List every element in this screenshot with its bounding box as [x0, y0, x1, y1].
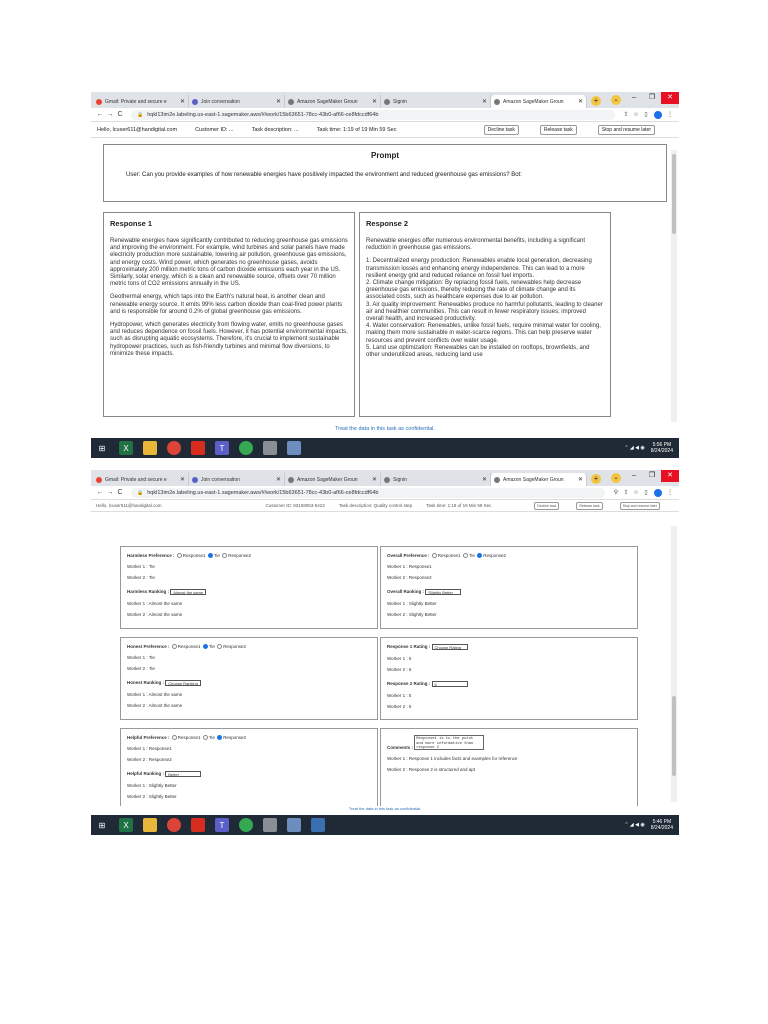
notes-icon[interactable] — [287, 818, 301, 832]
radio-response1[interactable] — [172, 735, 177, 740]
windows-taskbar — [91, 815, 679, 835]
sidepanel-icon[interactable]: ▯ — [644, 490, 648, 496]
radio-tie[interactable] — [203, 735, 208, 740]
close-icon[interactable]: ✕ — [577, 477, 583, 483]
honest-ranking-select[interactable]: Choose Ranking — [165, 680, 201, 686]
radio-response1[interactable] — [177, 553, 182, 558]
reload-icon[interactable]: C — [117, 111, 123, 118]
window-controls — [625, 470, 679, 482]
decline-task-button[interactable]: Decline task — [484, 125, 519, 135]
tab-join-conversation[interactable]: Join conversation ✕ — [189, 95, 285, 108]
excel-icon[interactable]: X — [119, 441, 133, 455]
minimize-button[interactable]: – — [632, 472, 636, 479]
star-icon[interactable]: ☆ — [633, 490, 639, 496]
tray-icons[interactable]: ⌃ ◢ ◀ ◉ — [624, 822, 645, 828]
remote-desktop-icon[interactable] — [311, 818, 325, 832]
tab-sagemaker-1[interactable]: Amazon SageMaker Groun ✕ — [285, 95, 381, 108]
menu-icon[interactable]: ⋮ — [667, 490, 673, 496]
new-tab-button[interactable]: + — [591, 474, 601, 484]
helpful-panel: Helpful Preference : Response1 Tie Response2 Worker 1 : Response1 Worker 2 : Response2 Helpful Ranking : Better Worker 1 : Slightly Better Worker 2 : Slightly Better — [120, 728, 378, 811]
radio-response2[interactable] — [222, 553, 227, 558]
teams-icon[interactable]: T — [215, 818, 229, 832]
prompt-text: User: Can you provide examples of how renewable energies have positively impacted the environment and reduced greenhouse gas emissions? Bot: — [126, 172, 522, 178]
app-grey-icon[interactable] — [263, 441, 277, 455]
radio-tie[interactable] — [463, 553, 468, 558]
lock-icon: 🔒 — [137, 489, 144, 496]
notes-icon[interactable] — [287, 441, 301, 455]
radio-response2[interactable] — [477, 553, 482, 558]
address-bar — [91, 108, 679, 122]
radio-response2[interactable] — [217, 735, 222, 740]
user-greeting: Hello, lcuser611@handigital.com — [97, 126, 178, 133]
forward-icon[interactable]: → — [106, 489, 114, 496]
ratings-panel: Response 1 Rating : Choose Rating Worker 1 : 6 Worker 2 : 6 Response 2 Rating : 6 Worker 1 : 5 Worker 2 : 6 — [380, 637, 638, 720]
tab-gmail[interactable]: Gmail: Private and secure e ✕ — [93, 473, 189, 486]
teams-icon[interactable]: T — [215, 441, 229, 455]
window-close-button[interactable]: ✕ — [661, 470, 679, 482]
comments-panel: Comments : Response1 is to the point and more informative than response 2 Worker 1 : Response 1 includes facts and examples for reference Worker 2 : Response 2 is structured and apt — [380, 728, 638, 811]
radio-response1[interactable] — [172, 644, 177, 649]
forward-icon[interactable]: → — [106, 111, 114, 118]
radio-tie[interactable] — [203, 644, 208, 649]
release-task-button[interactable]: Release task — [540, 125, 577, 135]
close-icon[interactable]: ✕ — [481, 99, 487, 105]
chevron-down-icon[interactable]: ⌄ — [611, 95, 621, 105]
back-icon[interactable]: ← — [96, 111, 104, 118]
globe-icon — [288, 99, 294, 105]
response-1-paragraph: Renewable energies have significantly contributed to reducing greenhouse gas emissions and improving the environment. For example, wind turbines and solar panels have made electricity production more sustainable, lowering air pollution, greenhouse gas emissions, and energy costs. Wind power, which generates no greenhouse gases, avoids approximately 200 million metric tons of carbon dioxide emissions each year in the US. Similarly, solar energy, which is a clean and renewable source, offsets over 70 million metric tons of CO2 emissions annually in the US. — [110, 238, 348, 288]
globe-icon — [384, 477, 390, 483]
release-task-button[interactable]: Release task — [576, 502, 602, 510]
browser-tab-bar — [91, 92, 679, 108]
user-greeting: Hello, lcuser611@handigital.com — [96, 503, 162, 508]
response-2-paragraph: 1. Decentralized energy production: Renewables enable local generation, decreasing transmission losses and enhancing energy independence. This can lead to a more resilient energy grid and reduced reliance on fossil fuel imports. 2. Climate change mitigation: By replacing fossil fuels, renewables help decrease greenhouse gas emissions, thereby reducing the rate of climate change and its associated costs, such as healthcare expenses due to air pollution. 3. Air quality improvement: Renewables produce no harmful pollutants, leading to cleaner air and healthier communities. This can result in fewer respiratory issues, improved overall health, and increased productivity. 4. Water conservation: Renewables, unlike fossil fuels, require minimal water for cooling, making them more sustainable in water-scarce regions. This can help preserve water resources and prevent conflicts over water usage. 5. Land use optimization: Renewables can be installed on rooftops, brownfields, and other underutilized areas, reducing land use — [366, 258, 603, 359]
browser-tab-bar — [91, 470, 679, 486]
page-scrollbar[interactable] — [671, 526, 677, 802]
app-red-icon[interactable] — [191, 441, 205, 455]
stop-resume-button[interactable]: Stop and resume later — [620, 502, 660, 510]
close-icon[interactable]: ✕ — [275, 477, 281, 483]
windows-start-icon[interactable]: ⊞ — [98, 443, 106, 453]
app-grey-icon[interactable] — [263, 818, 277, 832]
system-tray — [624, 442, 679, 454]
minimize-button[interactable]: – — [632, 94, 636, 101]
chrome-icon[interactable] — [167, 441, 181, 455]
new-tab-button[interactable]: + — [591, 96, 601, 106]
customer-id: Customer ID: ... — [195, 126, 234, 133]
radio-tie[interactable] — [208, 553, 213, 558]
star-icon[interactable]: ☆ — [633, 112, 639, 118]
tab-signin[interactable]: Signin ✕ — [381, 473, 491, 486]
clock[interactable]: 5:56 PM 8/24/2024 — [650, 442, 673, 454]
close-icon[interactable]: ✕ — [577, 99, 583, 105]
teams-icon — [192, 99, 198, 105]
tab-sagemaker-1[interactable]: Amazon SageMaker Groun ✕ — [285, 473, 381, 486]
globe-icon — [494, 99, 500, 105]
response2-rating-select[interactable]: 6 — [432, 681, 468, 687]
tray-icons[interactable]: ⌃ ◢ ◀ ◉ — [624, 445, 645, 451]
lock-icon: 🔒 — [137, 111, 144, 118]
task-time: Task time: 1:19 of 19 Min 59 Sec — [316, 126, 397, 133]
stop-resume-button[interactable]: Stop and resume later — [598, 125, 655, 135]
close-icon[interactable]: ✕ — [481, 477, 487, 483]
tab-sagemaker-active[interactable]: Amazon SageMaker Groun ✕ — [491, 95, 587, 108]
window-controls — [625, 92, 679, 104]
harmless-panel: Harmless Preference : Response1 Tie Response2 Worker 1 : Tie Worker 2 : Tie Harmless Ranking : Almost the same Worker 1 : Almost the same Worker 2 : Almost the same — [120, 546, 378, 629]
decline-task-button[interactable]: Decline task — [534, 502, 559, 510]
scrollbar-thumb[interactable] — [672, 154, 676, 234]
profile-avatar[interactable] — [654, 489, 662, 497]
chevron-down-icon[interactable]: ⌄ — [611, 473, 621, 483]
response-1-paragraph: Hydropower, which generates electricity from flowing water, emits no greenhouse gases and reduces dependence on fossil fuels. However, it has potential environmental impacts, such as disrupting aquatic ecosystems. Therefore, it's crucial to implement sustainable hydropower practices, such as fish-friendly turbines and minimal flow diversions, to minimize these impacts. — [110, 322, 348, 357]
customer-id: Customer ID: 83159053-5422 — [265, 503, 325, 508]
window-close-button[interactable]: ✕ — [661, 92, 679, 104]
screenshot-1 — [91, 92, 679, 458]
globe-icon — [494, 477, 500, 483]
close-icon[interactable]: ✕ — [179, 477, 185, 483]
tab-signin[interactable]: Signin ✕ — [381, 95, 491, 108]
gmail-icon — [96, 99, 102, 105]
share-icon[interactable]: ⇪ — [623, 490, 629, 496]
task-description: Task description: Quality control step — [338, 503, 413, 508]
responses-panel — [103, 212, 679, 417]
honest-panel: Honest Preference : Response1 Tie Response2 Worker 1 : Tie Worker 2 : Tie Honest Ranking : Choose Ranking Worker 1 : Almost the same Worker 2 : Almost the same — [120, 637, 378, 720]
url-field[interactable]: 🔒 hqkl13im2e.labeling.us-east-1.sagemaker.aws/#/work/15b63651-78cc-43b0-af66-ce8fdccdf64b — [131, 110, 615, 120]
confidential-notice: Treat the data in this task as confidential. — [91, 806, 679, 813]
sidepanel-icon[interactable]: ▯ — [644, 112, 648, 118]
helpful-ranking-select[interactable]: Better — [165, 771, 201, 777]
menu-icon[interactable]: ⋮ — [667, 112, 673, 118]
url-field[interactable]: 🔒 hqkl13im2e.labeling.us-east-1.sagemaker.aws/#/work/15b63651-78cc-43b0-af66-ce8fdccdf64b — [131, 488, 605, 498]
chrome-alt-icon[interactable] — [239, 818, 253, 832]
response-1-title: Response 1 — [110, 219, 153, 228]
overall-ranking-select[interactable]: Slightly Better — [425, 589, 461, 595]
clock[interactable]: 5:46 PM 8/24/2024 — [650, 819, 673, 831]
overall-panel: Overall Preference : Response1 Tie Response2 Worker 1 : Response1 Worker 2 : Response2 Overall Ranking : Slightly Better Worker 1 : Slightly Better Worker 2 : Slightly Better — [380, 546, 638, 629]
windows-start-icon[interactable]: ⊞ — [98, 820, 106, 830]
back-icon[interactable]: ← — [96, 489, 104, 496]
harmless-ranking-select[interactable]: Almost the same — [170, 589, 206, 595]
response-1-paragraph: Geothermal energy, which taps into the Earth's natural heat, is another clean and renewable energy source. It emits 99% less carbon dioxide than coal-fired power plants and is responsible for around 0.2% of global greenhouse gas emissions. — [110, 294, 343, 315]
reload-icon[interactable]: C — [117, 489, 123, 496]
response-1-panel — [103, 212, 355, 417]
folder-icon[interactable] — [143, 818, 157, 832]
radio-response2[interactable] — [217, 644, 222, 649]
task-header — [91, 500, 679, 512]
response1-rating-select[interactable]: Choose Rating — [432, 644, 468, 650]
chrome-alt-icon[interactable] — [239, 441, 253, 455]
tab-sagemaker-active[interactable]: Amazon SageMaker Groun ✕ — [491, 473, 587, 486]
share-icon[interactable]: ⇪ — [623, 112, 629, 118]
response-2-title: Response 2 — [366, 219, 409, 228]
screenshot-2 — [91, 470, 679, 837]
system-tray — [624, 819, 679, 831]
windows-taskbar — [91, 438, 679, 458]
folder-icon[interactable] — [143, 441, 157, 455]
response-2-panel — [359, 212, 611, 417]
qc-grid — [120, 546, 638, 819]
response-2-paragraph: Renewable energies offer numerous environmental benefits, including a significant reduction in greenhouse gas emissions. — [366, 238, 586, 252]
tab-gmail[interactable]: Gmail: Private and secure e ✕ — [93, 95, 189, 108]
comments-textarea[interactable]: Response1 is to the point and more informative than response 2 — [414, 735, 484, 750]
prompt-panel — [103, 144, 667, 202]
chrome-icon[interactable] — [167, 818, 181, 832]
profile-avatar[interactable] — [654, 111, 662, 119]
scrollbar-thumb[interactable] — [672, 696, 676, 776]
teams-icon — [192, 477, 198, 483]
address-bar — [91, 486, 679, 500]
task-time: Task time: 1:18 of 19 Min 59 Sec — [426, 503, 492, 508]
close-icon[interactable]: ✕ — [371, 99, 377, 105]
gmail-icon — [96, 477, 102, 483]
maximize-button[interactable]: ❐ — [648, 94, 656, 101]
page-scrollbar[interactable] — [671, 150, 677, 422]
task-header — [91, 122, 679, 138]
confidential-notice: Treat the data in this task as confidential. — [91, 426, 679, 436]
tab-join-conversation[interactable]: Join conversation ✕ — [189, 473, 285, 486]
prompt-title: Prompt — [371, 151, 399, 160]
radio-response1[interactable] — [432, 553, 437, 558]
close-icon[interactable]: ✕ — [371, 477, 377, 483]
globe-icon — [384, 99, 390, 105]
close-icon[interactable]: ✕ — [179, 99, 185, 105]
zoom-icon[interactable]: ⚲ — [613, 490, 619, 496]
task-description: Task description: ... — [251, 126, 299, 133]
maximize-button[interactable]: ❐ — [648, 472, 656, 479]
excel-icon[interactable]: X — [119, 818, 133, 832]
close-icon[interactable]: ✕ — [275, 99, 281, 105]
globe-icon — [288, 477, 294, 483]
app-red-icon[interactable] — [191, 818, 205, 832]
